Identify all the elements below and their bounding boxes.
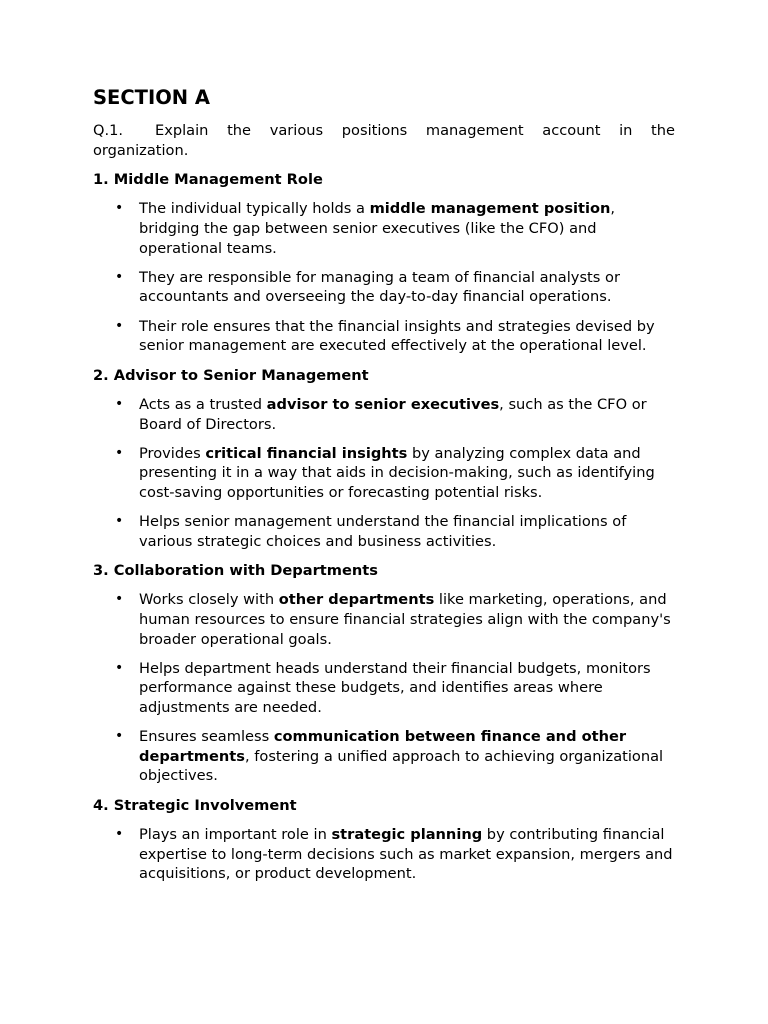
section-heading: 2. Advisor to Senior Management [93,366,369,384]
section-collaboration [93,561,675,786]
bullet-icon: • [115,591,124,608]
question-text: Explain the various positions management account in the organization. [93,122,675,159]
bullet-list [93,825,675,884]
bullet-icon: • [115,268,124,285]
question-number: Q.1. [93,122,124,139]
bullet-list [93,590,675,786]
bullet-icon: • [115,317,124,334]
bullet-list [93,395,675,551]
bullet-item: • The individual typically holds a middle management position, bridging the gap between senior executives (like the CFO) and operational teams. [115,200,616,257]
bullet-icon: • [115,728,124,745]
section-heading: 1. Middle Management Role [93,171,323,189]
document-page [93,84,675,884]
bullet-item: • Plays an important role in strategic planning by contributing financial expertise to long-term decisions such as market expansion, mergers and acquisitions, or product development. [115,826,673,883]
bullet-icon: • [115,513,124,530]
bullet-item: • Works closely with other departments like marketing, operations, and human resources to ensure financial strategies align with the company's broader operational goals. [115,591,671,648]
bullet-icon: • [115,659,124,676]
bullet-icon: • [115,826,124,843]
question [93,121,675,160]
bullet-item: • Their role ensures that the financial insights and strategies devised by senior management are executed effectively at the operational level. [115,317,655,355]
bullet-item: • Helps department heads understand their financial budgets, monitors performance against these budgets, and identifies areas where adjustments are needed. [115,659,651,716]
section-advisor [93,366,675,552]
bullet-item: • Helps senior management understand the financial implications of various strategic choices and business activities. [115,513,627,550]
bullet-item: • Provides critical financial insights by analyzing complex data and presenting it in a way that aids in decision-making, such as identifying cost-saving opportunities or forecasting potential risks. [115,444,655,501]
bullet-item: • Acts as a trusted advisor to senior executives, such as the CFO or Board of Directors. [115,395,647,433]
bullet-icon: • [115,395,124,412]
section-middle-management [93,170,675,356]
section-heading: 3. Collaboration with Departments [93,562,378,580]
bullet-icon: • [115,200,124,217]
bullet-item: • They are responsible for managing a team of financial analysts or accountants and overseeing the day-to-day financial operations. [115,268,620,306]
bullet-item: • Ensures seamless communication between finance and other departments, fostering a unified approach to achieving organizational objectives. [115,728,664,785]
bullet-icon: • [115,444,124,461]
section-strategic [93,796,675,884]
section-title: SECTION A [93,86,211,109]
bullet-list [93,199,675,355]
section-heading: 4. Strategic Involvement [93,796,297,814]
